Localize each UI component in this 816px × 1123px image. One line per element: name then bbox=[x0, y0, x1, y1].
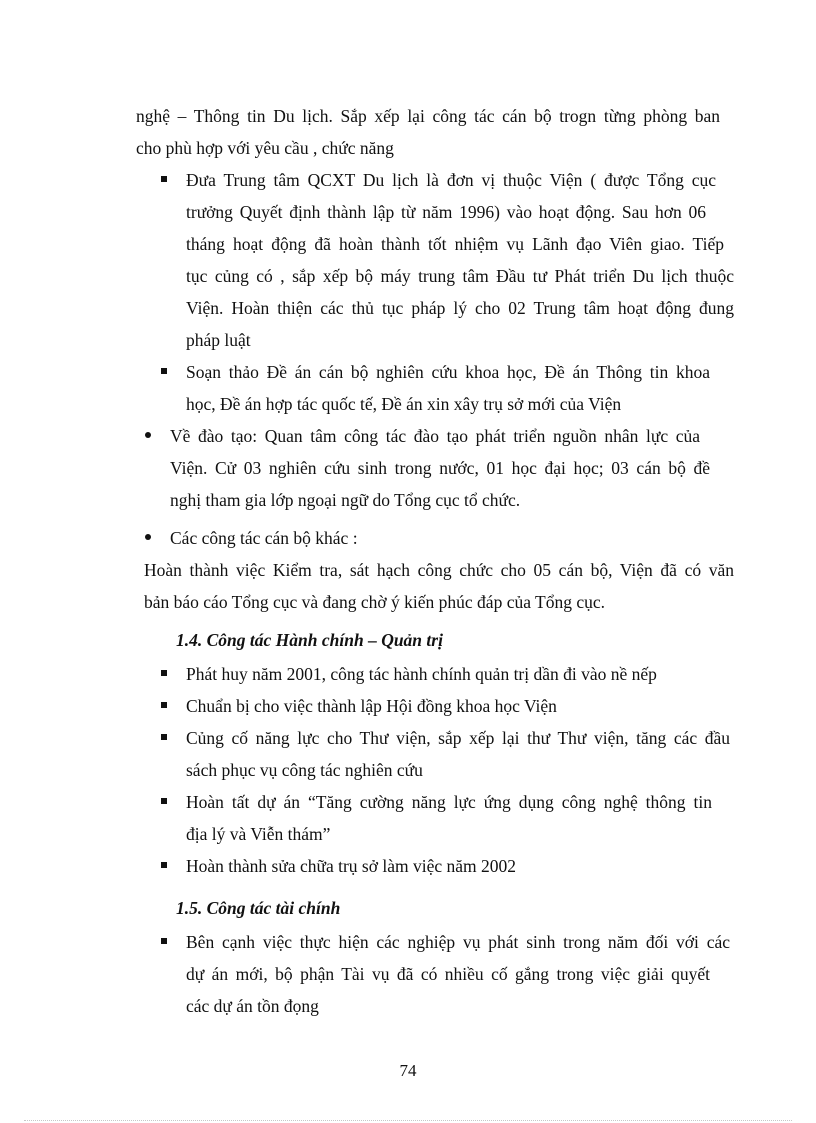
text-line: Soạn thảo Đề án cán bộ nghiên cứu khoa học, Đề án Thông tin khoa bbox=[186, 362, 710, 382]
page-number: 74 bbox=[399, 1061, 417, 1080]
text-line: cho phù hợp với yêu cầu , chức năng bbox=[136, 138, 394, 158]
text-line: nghệ – Thông tin Du lịch. Sắp xếp lại công tác cán bộ trogn từng phòng ban bbox=[136, 106, 720, 126]
section-heading: 1.5. Công tác tài chính bbox=[176, 898, 341, 918]
page-bottom-rule bbox=[24, 1120, 792, 1121]
text-line: Về đào tạo: Quan tâm công tác đào tạo phát triển nguồn nhân lực của bbox=[170, 426, 700, 446]
round-bullet-icon bbox=[145, 534, 151, 540]
text-line: Hoàn thành việc Kiểm tra, sát hạch công chức cho 05 cán bộ, Viện đã có văn bbox=[144, 560, 734, 580]
text-line: bản báo cáo Tổng cục và đang chờ ý kiến phúc đáp của Tổng cục. bbox=[144, 592, 606, 612]
text-line: Viện. Cử 03 nghiên cứu sinh trong nước, 01 học đại học; 03 cán bộ đề bbox=[170, 458, 710, 478]
text-line: Hoàn tất dự án “Tăng cường năng lực ứng dụng công nghệ thông tin bbox=[186, 792, 712, 812]
square-bullet-icon bbox=[161, 176, 167, 182]
square-bullet-icon bbox=[161, 938, 167, 944]
square-bullet-icon bbox=[161, 862, 167, 868]
text-line: các dự án tồn đọng bbox=[186, 996, 319, 1016]
text-line: pháp luật bbox=[186, 330, 251, 350]
text-line: Phát huy năm 2001, công tác hành chính quản trị dần đi vào nề nếp bbox=[186, 664, 657, 684]
text-line: Các công tác cán bộ khác : bbox=[170, 528, 358, 548]
text-line: học, Đề án hợp tác quốc tế, Đề án xin xây trụ sở mới của Viện bbox=[186, 394, 622, 414]
text-line: địa lý và Viễn thám” bbox=[186, 824, 331, 844]
text-line: Chuẩn bị cho việc thành lập Hội đồng khoa học Viện bbox=[186, 696, 557, 716]
text-line: tục củng có , sắp xếp bộ máy trung tâm Đầu tư Phát triển Du lịch thuộc bbox=[186, 266, 734, 286]
square-bullet-icon bbox=[161, 798, 167, 804]
text-line: trưởng Quyết định thành lập từ năm 1996) vào hoạt động. Sau hơn 06 bbox=[186, 202, 706, 222]
text-line: Bên cạnh việc thực hiện các nghiệp vụ phát sinh trong năm đối với các bbox=[186, 932, 730, 952]
text-line: Củng cố năng lực cho Thư viện, sắp xếp lại thư Thư viện, tăng các đầu bbox=[186, 728, 730, 748]
text-line: Hoàn thành sửa chữa trụ sở làm việc năm 2002 bbox=[186, 856, 517, 876]
section-heading: 1.4. Công tác Hành chính – Quản trị bbox=[176, 630, 443, 650]
square-bullet-icon bbox=[161, 702, 167, 708]
square-bullet-icon bbox=[161, 368, 167, 374]
text-line: Đưa Trung tâm QCXT Du lịch là đơn vị thuộc Viện ( được Tổng cục bbox=[186, 170, 716, 190]
text-line: Viện. Hoàn thiện các thủ tục pháp lý cho 02 Trung tâm hoạt động đung bbox=[186, 298, 734, 318]
round-bullet-icon bbox=[145, 432, 151, 438]
square-bullet-icon bbox=[161, 670, 167, 676]
text-line: sách phục vụ công tác nghiên cứu bbox=[186, 760, 423, 780]
square-bullet-icon bbox=[161, 734, 167, 740]
text-line: dự án mới, bộ phận Tài vụ đã có nhiều cố gắng trong việc giải quyết bbox=[186, 964, 710, 984]
text-line: tháng hoạt động đã hoàn thành tốt nhiệm vụ Lãnh đạo Viên giao. Tiếp bbox=[186, 234, 724, 254]
text-line: nghị tham gia lớp ngoại ngữ do Tổng cục tổ chức. bbox=[170, 490, 521, 510]
